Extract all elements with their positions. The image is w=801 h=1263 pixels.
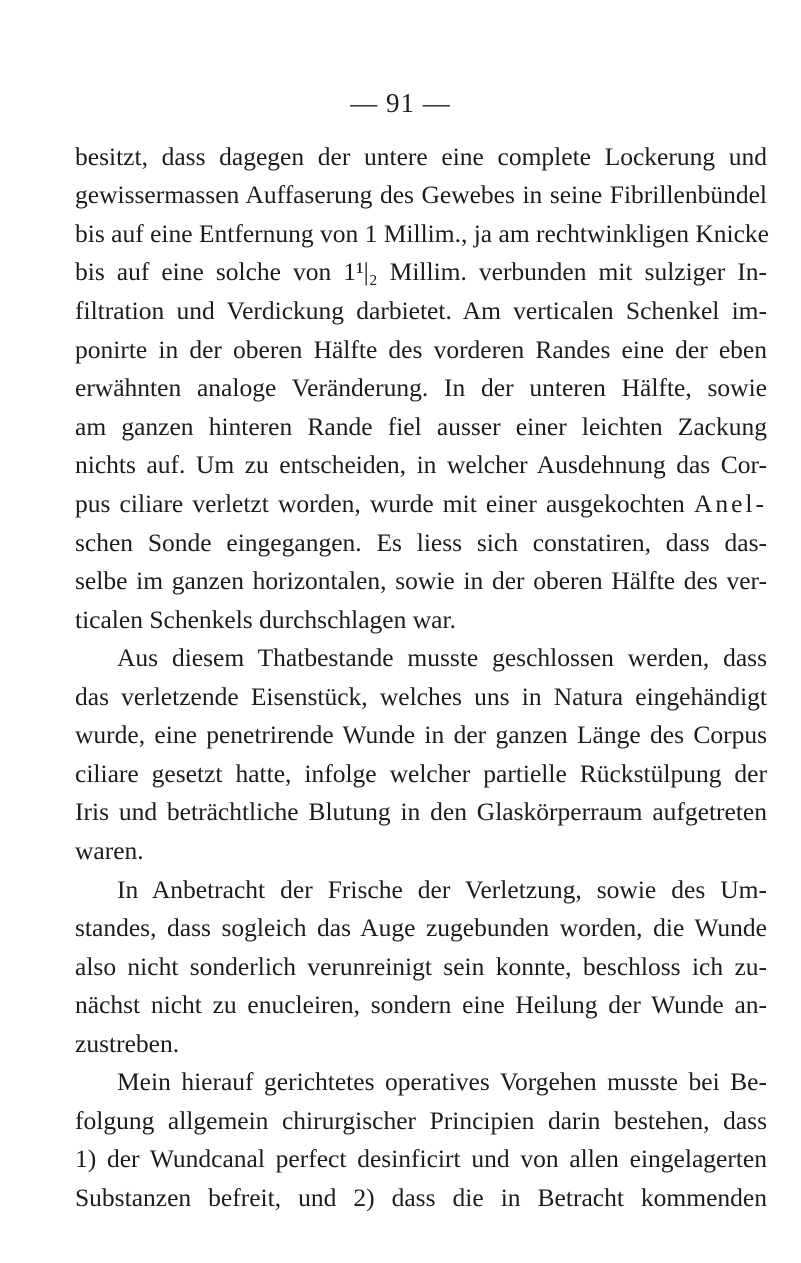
text-line-5: filtration und Verdickung darbietet. Am verticalen Schenkel im- (75, 296, 767, 325)
text-line-4: bis auf eine solche von 1¹|₂ Millim. verbunden mit sulziger In- (75, 257, 767, 286)
text-line-10 (75, 489, 767, 519)
text-line-19: waren. (75, 836, 144, 865)
text-line-14: Aus diesem Thatbestande musste geschlossen werden, dass (117, 643, 767, 672)
text-line-28: Substanzen befreit, und 2) dass die in Betracht kommenden (75, 1183, 767, 1212)
text-line-20: In Anbetracht der Frische der Verletzung, sowie des Um- (117, 875, 767, 904)
author-name-anel: Anel- (693, 489, 768, 518)
text-line-16: wurde, eine penetrirende Wunde in der ganzen Länge des Corpus (75, 720, 767, 749)
text-line-24: zustreben. (75, 1029, 180, 1058)
text-line-15: das verletzende Eisenstück, welches uns in Natura eingehändigt (75, 682, 767, 711)
text-line-9: nichts auf. Um zu entscheiden, in welcher Ausdehnung das Cor- (75, 450, 767, 479)
text-line-18: Iris und beträchtliche Blutung in den Glaskörperraum aufgetreten (75, 797, 767, 826)
text-line-11: schen Sonde eingegangen. Es liess sich constatiren, dass das- (75, 528, 767, 557)
page-number: — 91 — (350, 88, 451, 118)
text-line-3: bis auf eine Entfernung von 1 Millim., ja am rechtwinkligen Knicke (75, 219, 769, 248)
text-line-17: ciliare gesetzt hatte, infolge welcher partielle Rückstülpung der (75, 759, 767, 788)
text-line-12: selbe im ganzen horizontalen, sowie in der oberen Hälfte des ver- (75, 566, 767, 595)
text-line-10-main: pus ciliare verletzt worden, wurde mit einer ausgekochten (75, 489, 685, 518)
text-line-26: folgung allgemein chirurgischer Principien darin bestehen, dass (75, 1106, 767, 1135)
text-line-8: am ganzen hinteren Rande fiel ausser einer leichten Zackung (75, 412, 767, 441)
text-line-25: Mein hierauf gerichtetes operatives Vorgehen musste bei Be- (117, 1067, 767, 1096)
text-line-13: ticalen Schenkels durchschlagen war. (75, 605, 456, 634)
text-line-1: besitzt, dass dagegen der untere eine complete Lockerung und (75, 142, 767, 171)
text-line-7: erwähnten analoge Veränderung. In der unteren Hälfte, sowie (75, 373, 767, 402)
text-line-27: 1) der Wundcanal perfect desinficirt und von allen eingelagerten (75, 1144, 767, 1173)
text-line-6: ponirte in der oberen Hälfte des vorderen Randes eine der eben (75, 335, 767, 364)
text-line-22: also nicht sonderlich verunreinigt sein konnte, beschloss ich zu- (75, 952, 767, 981)
text-line-21: standes, dass sogleich das Auge zugebunden worden, die Wunde (75, 913, 767, 942)
text-line-23: nächst nicht zu enucleiren, sondern eine Heilung der Wunde an- (75, 990, 767, 1019)
text-line-2: gewissermassen Auffaserung des Gewebes in seine Fibrillenbündel (75, 180, 767, 209)
